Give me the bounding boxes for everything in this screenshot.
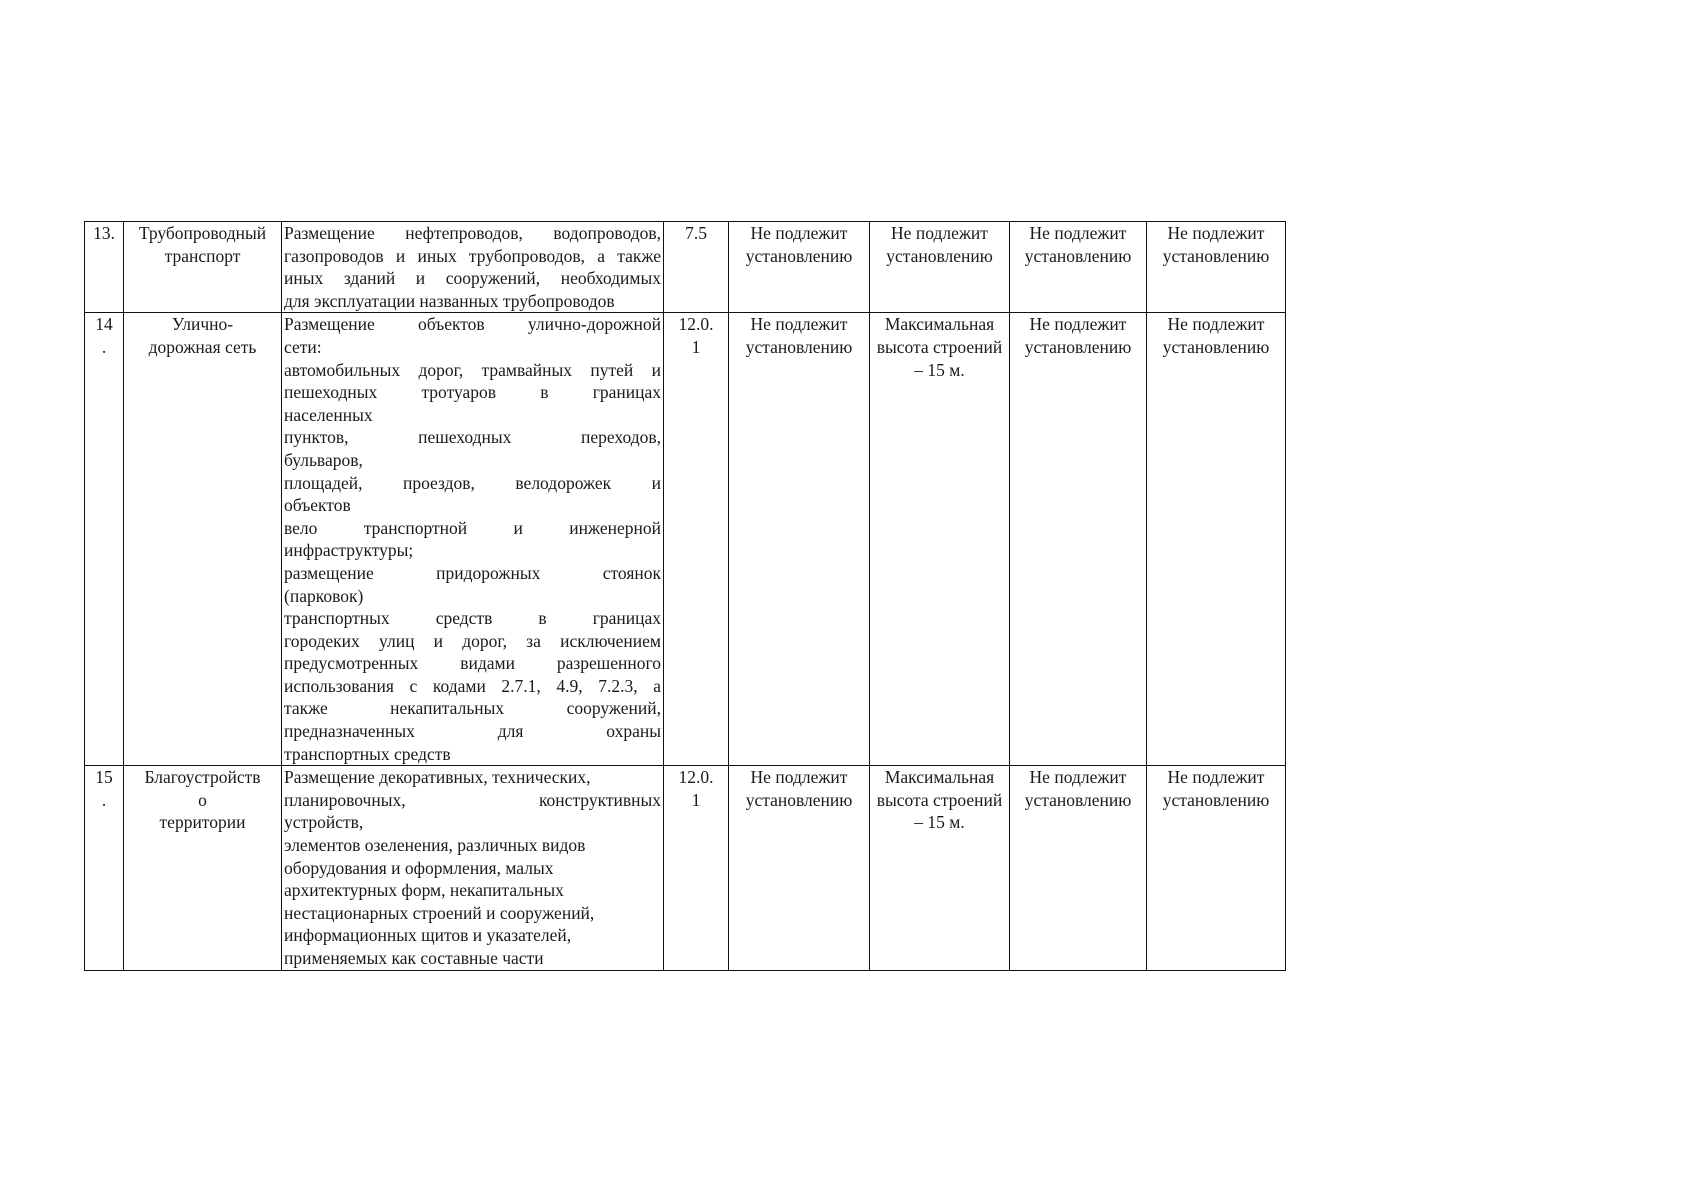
description-text-line: устройств, (284, 812, 364, 833)
description-text-line: городеких улиц и дорог, за исключением (284, 630, 661, 651)
parameter-cell-4 (1147, 313, 1286, 766)
parameter-cell-1 (729, 766, 870, 970)
row-number-cell (85, 766, 124, 970)
use-code-cell (664, 313, 729, 766)
cell-text-line: территории (159, 812, 246, 833)
description-text-line: пунктов, пешеходных переходов, (284, 427, 661, 448)
cell-text-line: Не подлежит (1167, 314, 1265, 335)
table-row (85, 766, 1286, 970)
parameter-cell-3 (1010, 222, 1147, 313)
description-text-line: транспортных средств в границах (284, 608, 661, 629)
description-text-line: Размещение нефтепроводов, водопроводов, (284, 223, 661, 243)
description-text-line: (парковок) (284, 585, 364, 606)
cell-text-line: . (101, 336, 107, 357)
parameter-cell-2 (870, 766, 1010, 970)
description-text-line: элементов озеленения, различных видов (284, 835, 586, 856)
use-type-name-cell (124, 313, 282, 766)
description-text-line: для эксплуатации названных трубопроводов (284, 290, 615, 311)
cell-text-line: Не подлежит (1029, 767, 1127, 788)
cell-text-line: Благоустройств (144, 767, 261, 788)
row-number-cell (85, 313, 124, 766)
cell-text-line: о (198, 789, 207, 810)
land-use-table (84, 221, 1286, 971)
description-text-line: инфраструктуры; (284, 540, 414, 561)
cell-text-line: установлению (1162, 789, 1270, 810)
cell-text-line: 1 (691, 336, 701, 357)
cell-text-line: Не подлежит (1029, 223, 1127, 243)
description-text-line: Размещение декоративных, технических, (284, 767, 591, 788)
cell-text-line: Не подлежит (1029, 314, 1127, 335)
cell-text-line: 12.0. (678, 314, 714, 335)
cell-text-line: 13. (93, 223, 115, 243)
document-page (84, 221, 1286, 971)
description-text-line: газопроводов и иных трубопроводов, а также (284, 245, 661, 266)
cell-text-line: установлению (886, 245, 993, 266)
cell-text-line: 15 (95, 767, 113, 788)
cell-text-line: установлению (1162, 336, 1270, 357)
description-text-line: автомобильных дорог, трамвайных путей и (284, 359, 661, 380)
parameter-cell-1 (729, 313, 870, 766)
cell-text-line: Максимальная (884, 314, 995, 335)
cell-text-line: Не подлежит (1167, 767, 1265, 788)
description-text-line: также некапитальных сооружений, (284, 698, 661, 719)
description-text-line: использования с кодами 2.7.1, 4.9, 7.2.3, а (284, 675, 661, 696)
description-text-line: пешеходных тротуаров в границах (284, 382, 661, 403)
description-text-line: сети: (284, 336, 322, 357)
description-text-line: населенных (284, 404, 373, 425)
description-text-line: планировочных, конструктивных (284, 789, 661, 810)
description-text-line: предназначенных для охраны (284, 721, 661, 742)
table-row (85, 313, 1286, 766)
cell-text-line: высота строений (876, 336, 1003, 357)
cell-text-line: установлению (745, 245, 853, 266)
description-text-line: нестационарных строений и сооружений, (284, 902, 595, 923)
cell-text-line: установлению (745, 789, 853, 810)
parameter-cell-2 (870, 313, 1010, 766)
cell-text-line: – 15 м. (914, 359, 965, 380)
cell-text-line: Трубопроводный (138, 223, 267, 243)
cell-text-line: транспорт (164, 245, 241, 266)
cell-text-line: Максимальная (884, 767, 995, 788)
parameter-cell-4 (1147, 766, 1286, 970)
description-text-line: размещение придорожных стоянок (284, 562, 661, 583)
use-type-name-cell (124, 222, 282, 313)
parameter-cell-2 (870, 222, 1010, 313)
description-text-line: площадей, проездов, велодорожек и (284, 472, 661, 493)
cell-text-line: Не подлежит (750, 223, 848, 243)
cell-text-line: Не подлежит (750, 767, 848, 788)
description-text-line: архитектурных форм, некапитальных (284, 880, 564, 901)
parameter-cell-4 (1147, 222, 1286, 313)
row-number-cell (85, 222, 124, 313)
cell-text-line: Не подлежит (1167, 223, 1265, 243)
description-text-line: вело транспортной и инженерной (284, 517, 661, 538)
use-code-cell (664, 766, 729, 970)
description-text-line: информационных щитов и указателей, (284, 925, 572, 946)
use-type-name-cell (124, 766, 282, 970)
use-code-cell (664, 222, 729, 313)
parameter-cell-3 (1010, 766, 1147, 970)
cell-text-line: . (101, 789, 107, 810)
description-text-line: бульваров, (284, 449, 363, 470)
cell-text-line: Улично- (171, 314, 234, 335)
use-description-cell (282, 222, 664, 313)
description-text-line: применяемых как составные части (284, 948, 544, 968)
cell-text-line: установлению (1024, 336, 1132, 357)
description-text-line: объектов (284, 495, 351, 516)
cell-text-line: Не подлежит (750, 314, 848, 335)
cell-text-line: дорожная сеть (148, 336, 257, 357)
description-text-line: оборудования и оформления, малых (284, 857, 554, 878)
cell-text-line: установлению (1162, 245, 1270, 266)
parameter-cell-1 (729, 222, 870, 313)
cell-text-line: Не подлежит (891, 223, 988, 243)
parameter-cell-3 (1010, 313, 1147, 766)
description-text-line: предусмотренных видами разрешенного (284, 653, 661, 674)
cell-text-line: 1 (691, 789, 701, 810)
description-text-line: иных зданий и сооружений, необходимых (284, 268, 661, 289)
cell-text-line: установлению (745, 336, 853, 357)
cell-text-line: высота строений (876, 789, 1003, 810)
table-row (85, 222, 1286, 313)
description-text-line: транспортных средств (284, 743, 451, 764)
cell-text-line: – 15 м. (914, 812, 965, 833)
cell-text-line: 12.0. (678, 767, 714, 788)
use-description-cell (282, 766, 664, 970)
cell-text-line: установлению (1024, 245, 1132, 266)
use-description-cell (282, 313, 664, 766)
description-text-line: Размещение объектов улично-дорожной (284, 314, 661, 335)
cell-text-line: установлению (1024, 789, 1132, 810)
cell-text-line: 7.5 (685, 223, 707, 243)
cell-text-line: 14 (95, 314, 113, 335)
